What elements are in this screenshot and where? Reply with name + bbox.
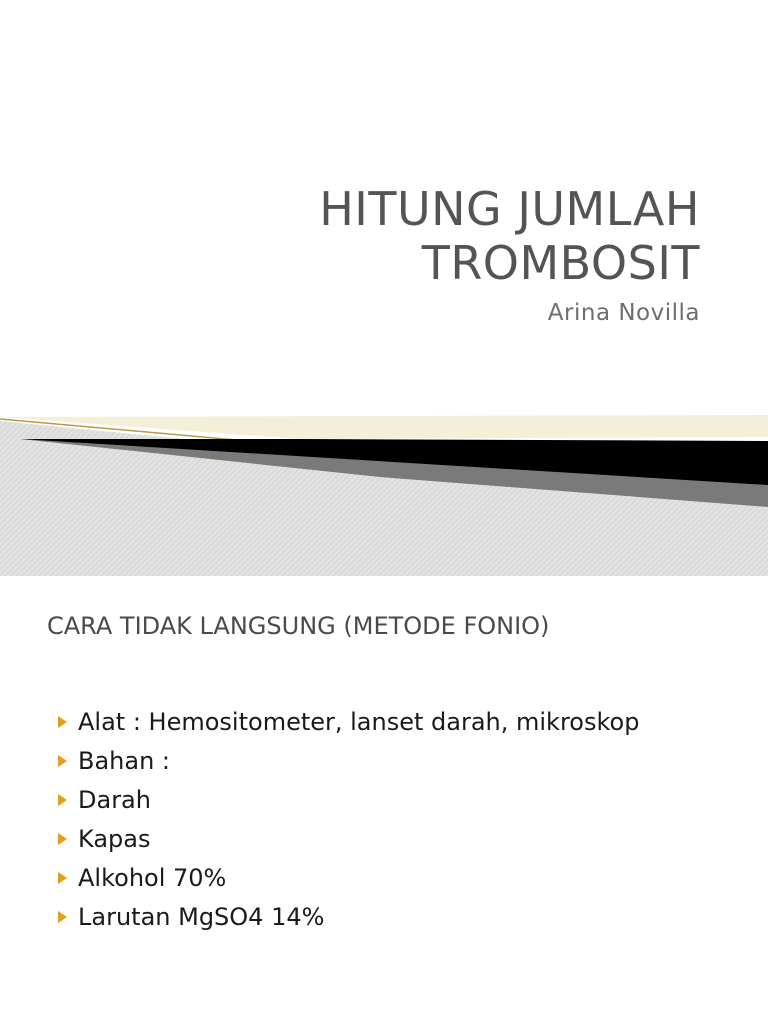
- list-item: [58, 862, 698, 895]
- list-item: [58, 823, 698, 856]
- content-slide: [0, 576, 768, 1024]
- triangle-bullet-icon: [58, 794, 67, 806]
- section-heading: CARA TIDAK LANGSUNG (METODE FONIO): [47, 612, 550, 640]
- list-item-text: Alkohol 70%: [78, 864, 227, 892]
- title-block: [100, 182, 700, 326]
- list-item: [58, 784, 698, 817]
- list-item: [58, 901, 698, 934]
- slide-title: [100, 182, 700, 290]
- triangle-bullet-icon: [58, 872, 67, 884]
- bullet-list: [58, 706, 698, 940]
- triangle-bullet-icon: [58, 716, 67, 728]
- list-item-text: Darah: [78, 786, 151, 814]
- title-line-1: HITUNG JUMLAH: [319, 182, 700, 236]
- list-item-text: Bahan :: [78, 747, 171, 775]
- slide-subtitle: Arina Novilla: [547, 300, 700, 326]
- list-item-text: Kapas: [78, 825, 151, 853]
- list-item-text: Alat : Hemositometer, lanset darah, mikroskop: [78, 708, 640, 736]
- triangle-bullet-icon: [58, 833, 67, 845]
- list-item-text: Larutan MgSO4 14%: [78, 903, 325, 931]
- title-line-2: TROMBOSIT: [421, 236, 700, 290]
- decorative-stripe-graphic: [0, 405, 768, 576]
- triangle-bullet-icon: [58, 911, 67, 923]
- list-item: [58, 745, 698, 778]
- list-item: [58, 706, 698, 739]
- triangle-bullet-icon: [58, 755, 67, 767]
